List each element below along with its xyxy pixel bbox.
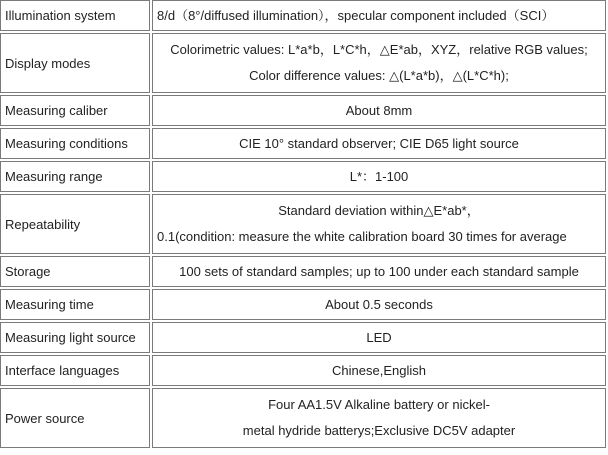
row-value-storage <box>152 256 606 287</box>
row-value-measuring-time <box>152 289 606 320</box>
value-line: Chinese,English <box>332 362 426 378</box>
table-row <box>0 388 606 448</box>
row-value-interface-languages <box>152 355 606 386</box>
row-label-measuring-time: Measuring time <box>0 289 150 320</box>
value-line: Color difference values: △(L*a*b)，△(L*C*h); <box>249 68 509 83</box>
value-line: Four AA1.5V Alkaline battery or nickel- <box>268 397 490 412</box>
row-label-measuring-range: Measuring range <box>0 161 150 192</box>
row-value-power-source <box>152 388 606 448</box>
table-row <box>0 194 606 254</box>
value-line: Standard deviation within△E*ab*， <box>278 203 480 218</box>
table-row <box>0 95 606 126</box>
table-row <box>0 355 606 386</box>
value-line: L*：1-100 <box>349 168 409 184</box>
value-line: Colorimetric values: L*a*b，L*C*h，△E*ab，XYZ，relative RGB values; <box>170 42 588 57</box>
row-label-measuring-light-source: Measuring light source <box>0 322 150 353</box>
row-value-measuring-range <box>152 161 606 192</box>
value-line: LED <box>366 329 392 345</box>
row-value-measuring-caliber <box>152 95 606 126</box>
table-row <box>0 161 606 192</box>
row-label-storage: Storage <box>0 256 150 287</box>
table-row <box>0 33 606 93</box>
row-label-illumination-system: Illumination system <box>0 0 150 31</box>
row-label-interface-languages: Interface languages <box>0 355 150 386</box>
row-label-repeatability: Repeatability <box>0 194 150 254</box>
row-label-power-source: Power source <box>0 388 150 448</box>
value-line: 8/d（8°/diffused illumination），specular component included（SCI） <box>157 7 555 23</box>
row-value-display-modes <box>152 33 606 93</box>
value-line: About 0.5 seconds <box>325 296 433 312</box>
value-line: 0.1(condition: measure the white calibration board 30 times for average <box>157 229 567 244</box>
row-label-measuring-conditions: Measuring conditions <box>0 128 150 159</box>
table-row <box>0 128 606 159</box>
row-value-measuring-light-source <box>152 322 606 353</box>
table-row <box>0 256 606 287</box>
row-value-repeatability <box>152 194 606 254</box>
row-value-measuring-conditions <box>152 128 606 159</box>
value-line: metal hydride batterys;Exclusive DC5V adapter <box>242 423 516 438</box>
value-line: CIE 10° standard observer; CIE D65 light source <box>239 135 519 151</box>
row-value-illumination-system <box>152 0 606 31</box>
row-label-display-modes: Display modes <box>0 33 150 93</box>
table-row <box>0 0 606 31</box>
row-label-measuring-caliber: Measuring caliber <box>0 95 150 126</box>
value-line: About 8mm <box>345 102 413 118</box>
table-row <box>0 289 606 320</box>
table-row <box>0 322 606 353</box>
value-line: 100 sets of standard samples; up to 100 under each standard sample <box>179 263 579 279</box>
